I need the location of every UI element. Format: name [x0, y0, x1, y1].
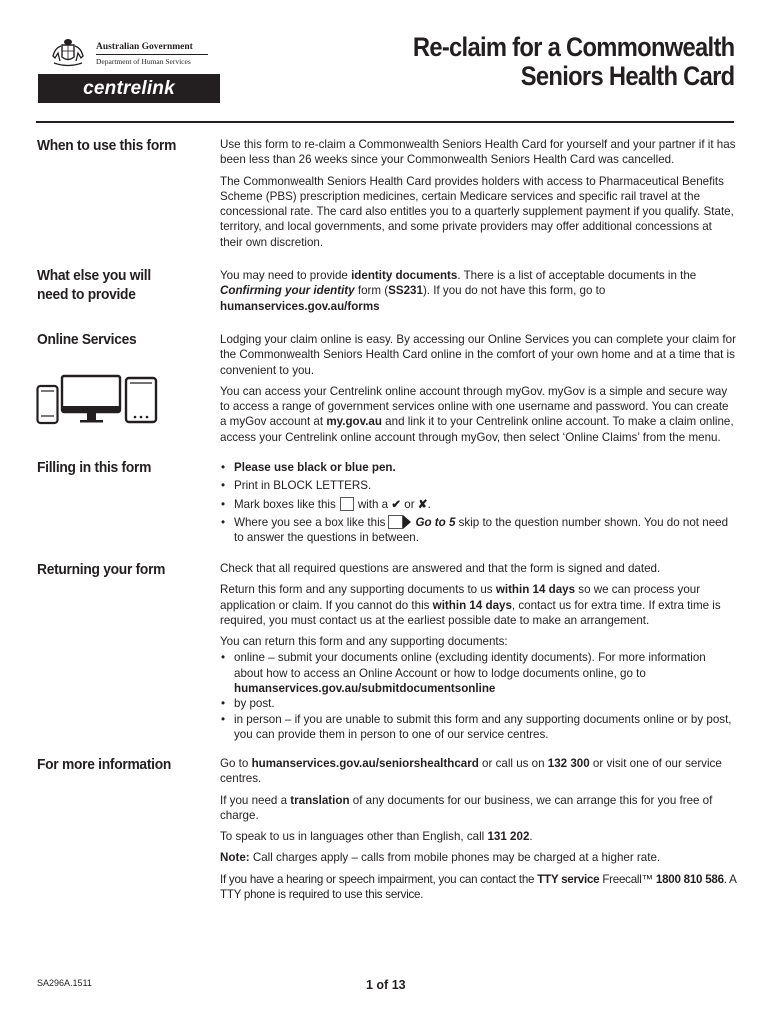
heading-what-else	[37, 266, 151, 304]
goto-example-label: Go to 5	[415, 515, 456, 529]
more-paragraph-5	[220, 872, 736, 903]
when-paragraph-1: Use this form to re-claim a Commonwealth Seniors Health Card for yourself and your partner if it has been less than 26 weeks since your Commonwealth Seniors Health Card was cancelled.	[220, 138, 736, 167]
list-item: • by post.	[221, 697, 275, 711]
list-item: • online – submit your documents online (excluding identity documents). For more information about how to access an Online Account or how to lodge documents online, go to humanservices.gov.au/submitdocumentsonline	[221, 651, 706, 696]
section-filling-in	[220, 460, 736, 548]
more-text: or call us on	[478, 757, 548, 770]
more-text: If you have a hearing or speech impairment, you can contact the	[220, 872, 538, 886]
tick-icon: ✔	[391, 497, 402, 511]
more-paragraph-4	[220, 850, 736, 865]
goto-instruction-text: Where you see a box like this	[234, 515, 386, 529]
need-text: ). If you do not have this form, go to	[422, 284, 606, 298]
return-methods-list	[220, 650, 736, 742]
list-item: • Mark boxes like this with a ✔ or ✘.	[221, 497, 431, 511]
heading-when-to-use: When to use this form	[37, 137, 177, 154]
heading-more-info: For more information	[37, 756, 172, 773]
section-more-info	[220, 756, 736, 908]
centrelink-brand-bar	[38, 74, 220, 103]
block-letters-instruction: Print in BLOCK LETTERS.	[234, 479, 372, 493]
returning-paragraph-2	[220, 582, 736, 628]
more-text: If you need a	[220, 793, 291, 807]
more-paragraph-1	[220, 756, 736, 787]
returning-text: so we can process your application or claim. If you cannot do this	[220, 583, 701, 612]
heading-what-else-line-1: What else you will	[37, 267, 151, 284]
deadline-text: within 14 days	[495, 583, 576, 597]
online-paragraph-2	[220, 384, 736, 445]
returning-paragraph-3: You can return this form and any supporting documents:	[220, 635, 508, 649]
goto-instruction-text: skip to the question number shown. You do not need to answer the questions in between.	[234, 515, 729, 545]
need-text: You may need to provide	[220, 269, 352, 282]
list-item: • Please use black or blue pen.	[221, 461, 396, 474]
list-item: • in person – if you are unable to submit this form and any supporting documents online or by post, you can provide them in person to one of our service centres.	[221, 712, 732, 741]
header-rule	[36, 121, 734, 123]
returning-text: , contact us for extra time. If extra time is required, you must contact us at the earliest possible date to make an arrangement.	[220, 598, 721, 627]
tty-service-text: TTY service	[537, 872, 600, 886]
section-returning	[220, 561, 736, 742]
centrelink-brand: centrelink	[83, 78, 175, 99]
online-paragraph-1: Lodging your claim online is easy. By accessing our Online Services you can complete your claim for the Commonwealth Seniors Health Card online in the comfort of your own home and at a time that is convenient to you.	[220, 333, 736, 377]
more-text: To speak to us in languages other than English, call	[220, 830, 488, 844]
form-title	[412, 33, 734, 91]
more-text: or visit one of our service centres.	[220, 757, 722, 786]
goto-example-box	[388, 515, 403, 529]
when-paragraph-2: The Commonwealth Seniors Health Card provides holders with access to Pharmaceutical Benefits Scheme (PBS) prescription medicines, certain Medicare services and specific rail travel at the concessional rate. The card also entitles you to a quarterly supplement payment if you qualify. State, territory, and local governments, and some private providers may offer additional concessions at their own discretion.	[220, 174, 734, 249]
more-text: Go to	[220, 757, 252, 770]
mark-boxes-text: Mark boxes like this	[234, 497, 336, 511]
example-checkbox	[340, 497, 354, 511]
need-text: . There is a list of acceptable documents in the	[457, 269, 697, 282]
form-code: SA296A.1511	[37, 978, 92, 988]
devices-icon	[36, 370, 160, 430]
section-online-services	[220, 332, 736, 451]
form-title-line-2: Seniors Health Card	[520, 61, 734, 91]
return-post-text: by post.	[234, 697, 275, 711]
more-paragraph-3	[220, 829, 736, 844]
note-label: Note:	[220, 851, 250, 865]
heading-returning: Returning your form	[37, 561, 166, 578]
list-item: • Print in BLOCK LETTERS.	[221, 479, 372, 493]
page-number: 1 of 13	[366, 978, 406, 992]
returning-text: Return this form and any supporting documents to us	[220, 583, 496, 597]
identity-documents-text: identity documents	[351, 269, 458, 282]
pen-instruction: Please use black or blue pen.	[234, 461, 396, 474]
cross-icon: ✘	[417, 497, 428, 511]
online-text: and link it to your Centrelink online account. To make a claim online, access your Centrelink online account through myGov, then select ‘Online Claims’ from the menu.	[220, 415, 734, 444]
more-text: Freecall™	[599, 872, 656, 886]
more-paragraph-2	[220, 793, 736, 824]
mark-boxes-text: .	[427, 497, 431, 511]
more-text: Call charges apply – calls from mobile phones may be charged at a higher rate.	[249, 851, 661, 865]
need-text: form (	[354, 284, 389, 298]
department-name: Department of Human Services	[96, 57, 191, 66]
tty-phone-number: 1800 810 586	[655, 872, 724, 886]
logo-divider	[96, 54, 208, 55]
more-text: . A TTY phone is required to use this service.	[220, 872, 736, 902]
government-name: Australian Government	[96, 42, 193, 52]
submit-documents-link[interactable]: humanservices.gov.au/submitdocumentsonline	[234, 682, 496, 696]
mark-boxes-text: with a	[357, 497, 389, 511]
seniors-health-card-link[interactable]: humanservices.gov.au/seniorshealthcard	[251, 757, 479, 770]
more-text: of any documents for our business, we can arrange this for you free of charge.	[220, 793, 713, 822]
section-what-else	[220, 268, 736, 320]
mark-boxes-text: or	[404, 497, 415, 511]
online-text: You can access your Centrelink online account through myGov. myGov is a simple and secure way to access a range of government services online with one username and password. You can create a myGov account at	[220, 384, 729, 429]
page-header	[0, 0, 770, 122]
heading-what-else-line-2: need to provide	[37, 286, 136, 303]
heading-online-services: Online Services	[37, 331, 137, 348]
more-text: .	[529, 830, 533, 844]
section-when-to-use	[220, 137, 736, 256]
form-code-ss231: SS231	[388, 284, 423, 298]
return-in-person-text: in person – if you are unable to submit this form and any supporting documents online or by post, you can provide them in person to one of our service centres.	[234, 712, 732, 741]
filling-bullet-list	[220, 460, 736, 545]
heading-filling-in: Filling in this form	[37, 459, 152, 476]
need-paragraph-1	[220, 268, 736, 314]
translation-text: translation	[290, 793, 350, 807]
goto-arrow-icon	[403, 515, 411, 529]
return-online-text: online – submit your documents online (excluding identity documents). For more information about how to access an Online Account or how to lodge documents online, go to	[234, 651, 706, 680]
returning-paragraph-1: Check that all required questions are answered and that the form is signed and dated.	[220, 562, 661, 575]
phone-number: 132 300	[547, 757, 590, 770]
list-item: • Where you see a box like this Go to 5 skip to the question number shown. You do not need to answer the questions in between.	[221, 515, 729, 545]
deadline-text: within 14 days	[432, 598, 512, 612]
mygov-link[interactable]: my.gov.au	[326, 415, 382, 429]
coat-of-arms-icon	[48, 36, 88, 68]
forms-link[interactable]: humanservices.gov.au/forms	[220, 299, 380, 313]
languages-phone-number: 131 202	[487, 830, 530, 844]
form-title-line-1: Re-claim for a Commonwealth	[412, 32, 734, 62]
confirming-identity-form-name: Confirming your identity	[220, 284, 355, 298]
